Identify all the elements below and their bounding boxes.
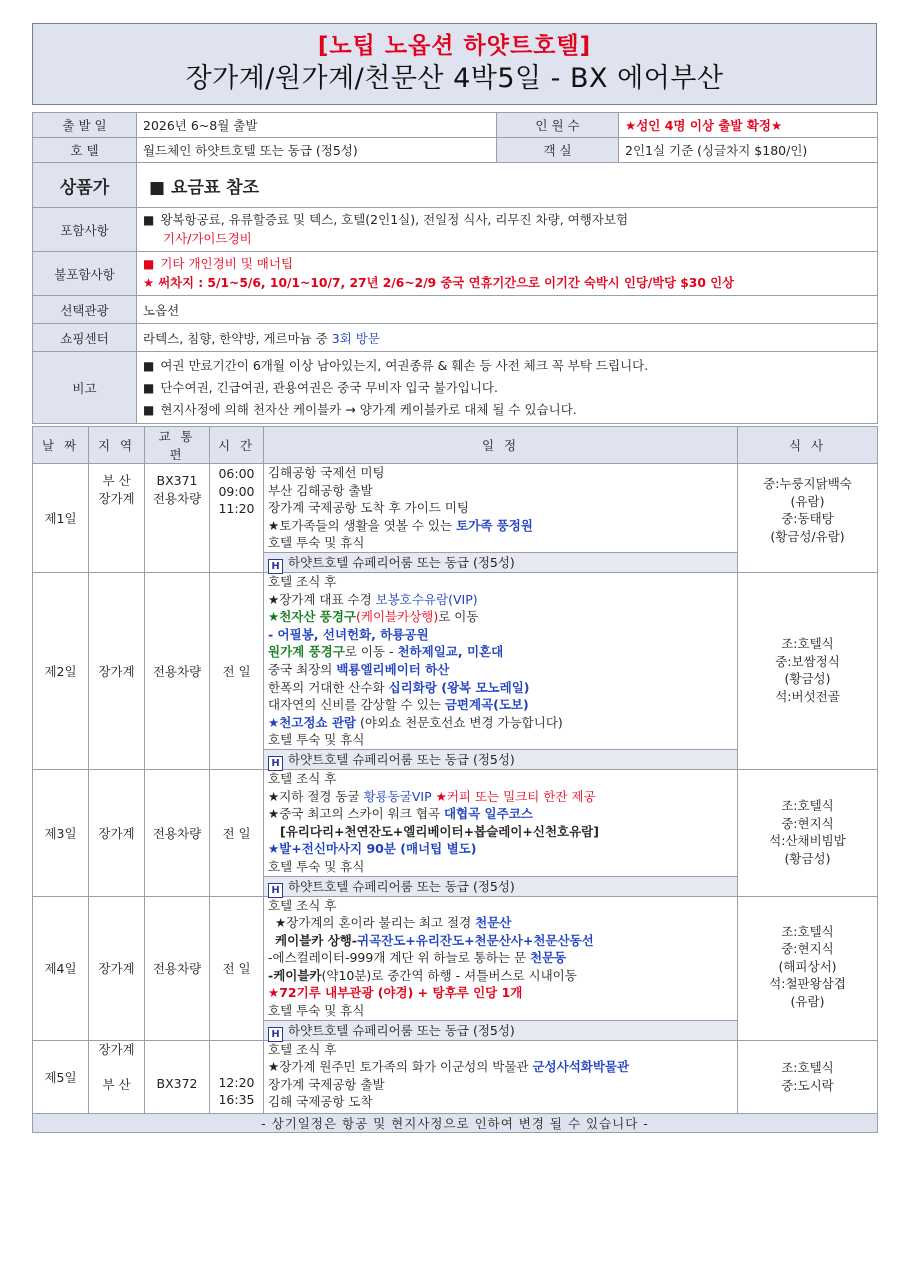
people-value: ★성인 4명 이상 출발 확정★ — [619, 113, 878, 138]
plan-highlight: 천하제일교, 미혼대 — [397, 644, 504, 660]
plan-highlight: 금편계곡(도보) — [444, 697, 529, 713]
meal: 중:누룽지닭백숙 — [763, 476, 852, 491]
plan-line — [268, 932, 733, 950]
plan-line: 장가계 국제공항 출발 — [268, 1076, 385, 1092]
plan-line: 호텔 조식 후 — [268, 897, 337, 913]
day-label: 제3일 — [33, 769, 89, 896]
plan-line — [268, 608, 733, 626]
meal-cell — [738, 769, 878, 896]
room-label: 객 실 — [497, 138, 619, 163]
plan-highlight: ★천고정쇼 관람 — [268, 714, 357, 730]
included-cell — [137, 208, 878, 252]
transport: 전용차량 — [145, 573, 210, 770]
bullet-icon: ■ — [143, 380, 155, 395]
day-label: 제1일 — [33, 464, 89, 573]
footer-row — [33, 1113, 878, 1132]
plan-line: 호텔 조식 후 — [268, 1041, 337, 1057]
plan-line — [268, 949, 733, 967]
plan-text: -에스컬레이터-999개 계단 위 하늘로 통하는 문 — [268, 950, 530, 966]
plan-cell — [264, 464, 738, 573]
plan-line: 호텔 투숙 및 휴식 — [268, 732, 365, 748]
plan-highlight: 십리화랑 (왕복 모노레일) — [388, 679, 530, 695]
plan-text: 중국 최장의 — [268, 661, 337, 677]
time: 전 일 — [210, 896, 264, 1040]
meal: (유람) — [790, 993, 825, 1009]
depart-label: 출 발 일 — [33, 113, 137, 138]
region: 장가계 — [89, 896, 145, 1040]
meal: 중:도시락 — [781, 1077, 834, 1093]
included-guide-fee: 기사/가이드경비 — [163, 230, 252, 246]
meal: 중:현지식 — [781, 815, 834, 831]
meal: 석:철판왕삼겹 — [769, 976, 846, 992]
flight-number: BX371 — [156, 473, 198, 488]
depart-value: 2026년 6~8월 출발 — [137, 113, 497, 138]
hotel-icon: H — [268, 883, 283, 898]
time: 12:20 — [218, 1074, 255, 1090]
plan-highlight: 황룡동굴VIP — [363, 788, 432, 804]
plan-line: [유리다리+천연잔도+엘리베이터+봅슬레이+신천호유람] — [280, 823, 599, 839]
time: 06:00 — [218, 466, 255, 481]
note-passport-validity: 여권 만료기간이 6개월 이상 남아있는지, 여권종류 & 훼손 등 사전 체크 꼭 부탁 드립니다. — [160, 357, 649, 373]
plan-text: ★장가계 원주민 토가족의 화가 이군성의 박물관 — [268, 1059, 533, 1075]
plan-text: (약10분)로 중간역 하행 - 셔틀버스로 시내이동 — [321, 967, 577, 983]
meal: (황금성/유람) — [770, 528, 845, 544]
plan-line — [268, 788, 733, 806]
plan-highlight: 보봉호수유람(VIP) — [375, 591, 478, 607]
plan-line: 호텔 조식 후 — [268, 770, 337, 786]
day1-row — [33, 464, 878, 573]
footer-note: - 상기일정은 항공 및 현지사정으로 인하여 변경 될 수 있습니다 - — [33, 1113, 878, 1132]
excluded-cell — [137, 252, 878, 296]
hotel-text: 하얏트호텔 슈페리어룸 또는 동급 (정5성) — [288, 751, 515, 767]
bullet-icon: ■ — [143, 402, 155, 417]
plan-line: - 어필봉, 선녀헌화, 하룡공원 — [268, 626, 429, 642]
plan-highlight: ★커피 또는 밀크티 한잔 제공 — [431, 788, 596, 804]
plan-line — [268, 714, 733, 732]
hotel-icon: H — [268, 756, 283, 771]
region: 부 산 — [102, 1077, 131, 1093]
plan-text: (야외쇼 천문호선쇼 변경 가능합니다) — [356, 714, 563, 730]
plan-text: ★장가계 대표 수경 — [268, 591, 376, 607]
bullet-icon: ■ — [143, 256, 155, 271]
plan-line — [268, 1058, 733, 1076]
time-cell — [210, 464, 264, 573]
day5-row — [33, 1040, 878, 1113]
shopping-label: 쇼핑센터 — [33, 324, 137, 352]
plan-highlight: 천문산 — [475, 915, 512, 931]
meal: 조:호텔식 — [781, 1060, 834, 1076]
included-line: 왕복항공료, 유류할증료 및 텍스, 호텔(2인1실), 전일정 식사, 리무진 차량, 여행자보험 — [160, 211, 629, 227]
plan-line — [268, 679, 733, 697]
plan-highlight: 토가족 풍정원 — [456, 517, 533, 533]
col-time: 시 간 — [210, 427, 264, 464]
meal-cell — [738, 1040, 878, 1113]
hotel-line — [264, 876, 737, 896]
time: 전 일 — [210, 573, 264, 770]
hotel-text: 하얏트호텔 슈페리어룸 또는 동급 (정5성) — [288, 878, 515, 894]
hotel-value: 월드체인 하얏트호텔 또는 동급 (정5성) — [137, 138, 497, 163]
plan-text: 로 이동 — [438, 609, 479, 625]
surcharge-line: ★ 써차지 : 5/1~5/6, 10/1~10/7, 27년 2/6~2/9 중국 연휴기간으로 이기간 숙박시 인당/박당 $30 인상 — [143, 275, 734, 290]
plan-line: 장가계 국제공항 도착 후 가이드 미팅 — [268, 500, 469, 516]
plan-line: 김해 국제공항 도착 — [268, 1094, 373, 1110]
bullet-icon: ■ — [143, 212, 155, 227]
meal: (해피상서) — [778, 958, 837, 974]
bullet-icon: ■ — [143, 358, 155, 373]
plan-line — [268, 696, 733, 714]
meal: 석:산채비빔밥 — [769, 833, 846, 849]
plan-line: 호텔 조식 후 — [268, 574, 337, 589]
day-label: 제2일 — [33, 573, 89, 770]
meal: 조:호텔식 — [781, 923, 834, 939]
plan-line — [268, 805, 733, 823]
transport: 전용차량 — [145, 769, 210, 896]
plan-line — [268, 914, 733, 932]
shopping-value: 라텍스, 침향, 한약방, 게르마늄 중 — [143, 330, 332, 346]
time: 16:35 — [218, 1092, 255, 1108]
meal: (황금성) — [784, 850, 831, 866]
shopping-visits: 3회 방문 — [331, 330, 380, 346]
plan-line — [268, 661, 733, 679]
col-meal: 식 사 — [738, 427, 878, 464]
col-transport: 교 통 편 — [145, 427, 210, 464]
plan-text: -케이블카 — [268, 967, 322, 983]
meal: 중:현지식 — [781, 941, 834, 957]
plan-highlight: 백룡엘리베이터 하산 — [336, 661, 450, 677]
region: 장가계 — [89, 769, 145, 896]
plan-cell — [264, 1040, 738, 1113]
day-label: 제5일 — [33, 1040, 89, 1113]
note-cablecar: 현지사정에 의해 천자산 케이블카 → 양가계 케이블카로 대체 될 수 있습니다. — [160, 401, 577, 417]
region: 장가계 — [89, 573, 145, 770]
plan-line: 호텔 투숙 및 휴식 — [268, 858, 365, 874]
note-passport-type: 단수여권, 긴급여권, 관용여권은 중국 무비자 입국 불가입니다. — [160, 379, 498, 395]
col-plan: 일 정 — [264, 427, 738, 464]
plan-text: 로 이동 - — [344, 644, 398, 660]
option-label: 선택관광 — [33, 296, 137, 324]
notes-label: 비고 — [33, 352, 137, 424]
meal: (황금성) — [784, 671, 831, 687]
region: 장가계 — [98, 1041, 135, 1057]
hotel-line — [264, 749, 737, 769]
hotel-text: 하얏트호텔 슈페리어룸 또는 동급 (정5성) — [288, 554, 515, 570]
meal-cell — [738, 896, 878, 1040]
transport: 전용차량 — [152, 490, 202, 506]
plan-text: 한폭의 거대한 산수화 — [268, 679, 389, 695]
title-main: 장가계/원가계/천문산 4박5일 - BX 에어부산 — [185, 63, 724, 94]
col-region: 지 역 — [89, 427, 145, 464]
plan-line: 호텔 투숙 및 휴식 — [268, 535, 365, 551]
time-cell — [210, 1040, 264, 1113]
transport: 전용차량 — [145, 896, 210, 1040]
hotel-label: 호 텔 — [33, 138, 137, 163]
option-value: 노옵션 — [137, 296, 878, 324]
plan-line: 호텔 투숙 및 휴식 — [268, 1003, 365, 1019]
plan-line: ★발+전신마사지 90분 (매너팁 별도) — [268, 841, 477, 857]
plan-highlight: ★천자산 풍경구 — [268, 609, 357, 625]
itinerary-document — [32, 23, 877, 1133]
plan-line — [268, 591, 733, 609]
plan-highlight: 원가계 풍경구 — [268, 644, 345, 660]
excluded-label: 불포함사항 — [33, 252, 137, 296]
meal: 조:호텔식 — [781, 797, 834, 813]
plan-line — [268, 643, 733, 661]
excluded-line: 기타 개인경비 및 매너팁 — [160, 255, 294, 271]
region-cell — [89, 1040, 145, 1113]
plan-highlight: (케이블카상행) — [356, 609, 439, 625]
plan-highlight: 천문동 — [530, 950, 567, 966]
plan-highlight: 군성사석화박물관 — [532, 1059, 630, 1075]
region: 부 산 — [102, 473, 131, 488]
included-label: 포함사항 — [33, 208, 137, 252]
meal: 조:호텔식 — [781, 636, 834, 651]
time: 11:20 — [218, 501, 255, 517]
schedule-table — [32, 426, 878, 1133]
plan-text: 케이블카 상행- — [275, 932, 357, 948]
plan-highlight: 대협곡 일주코스 — [443, 806, 533, 822]
room-value: 2인1실 기준 (싱글차지 $180/인) — [619, 138, 878, 163]
time: 전 일 — [210, 769, 264, 896]
plan-text: ★지하 절경 동굴 — [268, 788, 364, 804]
notes-cell — [137, 352, 878, 424]
day3-row — [33, 769, 878, 896]
meal-cell — [738, 464, 878, 573]
price-label: 상품가 — [33, 163, 137, 208]
hotel-icon: H — [268, 1027, 283, 1042]
plan-text: ★중국 최고의 스카이 워크 협곡 — [268, 806, 444, 822]
title-box — [32, 23, 877, 105]
col-day: 날 짜 — [33, 427, 89, 464]
title-tagline: [노팁 노옵션 하얏트호텔] — [317, 33, 592, 59]
time: 09:00 — [218, 483, 255, 499]
day2-row — [33, 573, 878, 770]
plan-text: ★토가족들의 생활을 엿볼 수 있는 — [268, 517, 457, 533]
meal: 석:버섯전골 — [775, 688, 840, 704]
hotel-icon: H — [268, 559, 283, 574]
hotel-text: 하얏트호텔 슈페리어룸 또는 동급 (정5성) — [288, 1022, 515, 1038]
plan-line: 김해공항 국제선 미팅 — [268, 465, 385, 480]
plan-line: 부산 김해공항 출발 — [268, 482, 373, 498]
plan-cell — [264, 769, 738, 896]
hotel-line — [264, 1020, 737, 1040]
region: 장가계 — [98, 490, 135, 506]
meal: 중:동태탕 — [781, 511, 834, 527]
meal: 중:보쌈정식 — [775, 653, 840, 669]
info-table — [32, 112, 878, 424]
plan-line: ★72기루 내부관광 (야경) + 탕후루 인당 1개 — [268, 985, 523, 1001]
day-label: 제4일 — [33, 896, 89, 1040]
plan-line — [268, 517, 733, 535]
plan-highlight: 귀곡잔도+유리잔도+천문산사+천문산동선 — [357, 932, 594, 948]
plan-cell — [264, 573, 738, 770]
plan-line — [268, 967, 733, 985]
meal: (유람) — [790, 493, 825, 509]
day4-row — [33, 896, 878, 1040]
schedule-header-row — [33, 427, 878, 464]
region-cell — [89, 464, 145, 573]
people-label: 인 원 수 — [497, 113, 619, 138]
shopping-cell — [137, 324, 878, 352]
price-value: ■ 요금표 참조 — [137, 163, 878, 208]
transport-cell — [145, 464, 210, 573]
meal-cell — [738, 573, 878, 770]
plan-cell — [264, 896, 738, 1040]
plan-text: 대자연의 신비를 감상할 수 있는 — [268, 697, 445, 713]
transport: BX372 — [145, 1040, 210, 1113]
hotel-line — [264, 552, 737, 572]
plan-text: ★장가계의 혼이라 불리는 최고 절경 — [275, 915, 476, 931]
